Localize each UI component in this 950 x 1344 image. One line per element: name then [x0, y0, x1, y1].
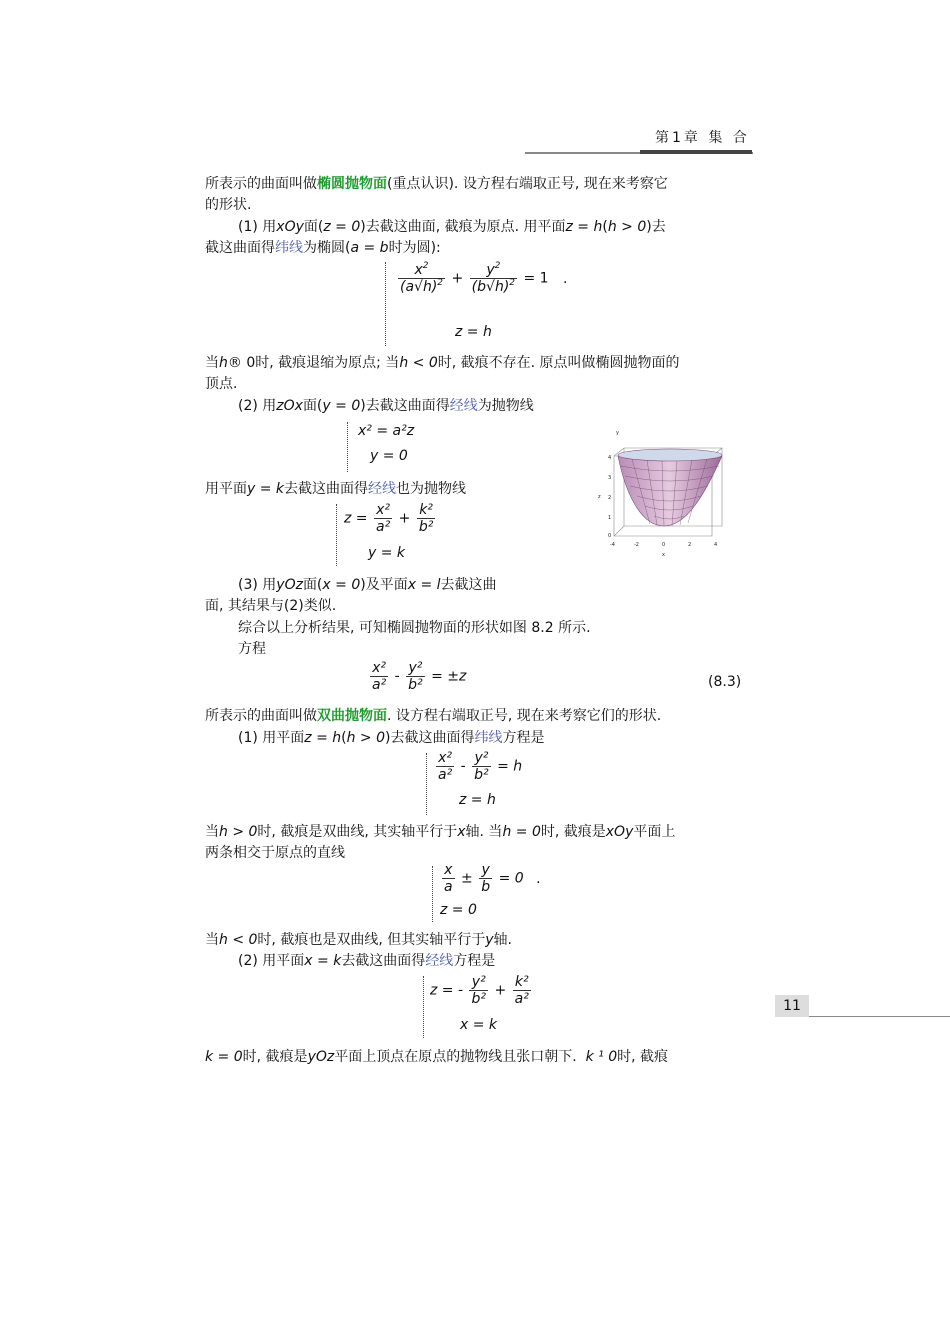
equation-6-brace — [423, 976, 426, 1038]
link-latitude-line[interactable]: 纬线 — [275, 240, 303, 256]
figure-label-x: x — [662, 552, 665, 558]
figure-tick-z-1: 1 — [608, 515, 612, 521]
equation-2-brace — [347, 422, 350, 472]
figure-tick-z-3: 3 — [608, 475, 612, 481]
link-longitude-line-2[interactable]: 经线 — [368, 481, 397, 497]
equation-3: z = $\frac{\text{x²}}{\text{a²}}$ + $\frac{\text{k²}}{\text{b²}}$ — [344, 502, 434, 535]
item-5-line: (2) 用平面x = k去截这曲面得经线方程是 — [238, 953, 496, 969]
figure-tick-x-4: 4 — [714, 542, 718, 548]
para-1-line-2: 的形状. — [205, 197, 252, 213]
figure-tick-x-0: -4 — [610, 542, 615, 548]
equation-6: z = - $\frac{\text{y²}}{\text{b²}}$ + $\frac{\text{k²}}{\text{a²}}$ — [430, 974, 529, 1007]
equation-4-brace — [426, 753, 429, 815]
figure-tick-z-2: 2 — [608, 495, 612, 501]
item-1-line-2: 截这曲面得纬线为椭圆(a = b时为圆): — [205, 240, 441, 256]
item-2-line-1: (2) 用zOx面(y = 0)去截这曲面得经线为抛物线 — [238, 398, 534, 414]
page-number: 11 — [775, 995, 809, 1017]
keyword-elliptic-paraboloid: 椭圆抛物面 — [317, 176, 387, 192]
after-1-line-1: 当h® 0时, 截痕退缩为原点; 当h < 0时, 截痕不存在. 原点叫做椭圆抛物面的 — [205, 355, 680, 371]
figure-tick-x-2: 0 — [662, 542, 666, 548]
after-1-line-2: 顶点. — [205, 376, 238, 392]
equation-6-line-2: x = k — [460, 1017, 498, 1033]
item-4-line: (1) 用平面z = h(h > 0)去截这曲面得纬线方程是 — [238, 730, 545, 746]
equation-2-line-2: y = 0 — [370, 448, 408, 464]
equation-4: $\frac{\text{x²}}{\text{a²}}$ - $\frac{\text{y²}}{\text{b²}}$ = h — [438, 750, 523, 783]
equation-4-line-2: z = h — [459, 792, 496, 808]
link-longitude-line-1[interactable]: 经线 — [449, 398, 478, 414]
item-3-line-2: 面, 其结果与(2)类似. — [205, 598, 337, 614]
keyword-hyperbolic-paraboloid: 双曲抛物面 — [317, 708, 387, 724]
equation-1-brace — [385, 262, 388, 346]
equation-3-line-2: y = k — [368, 545, 406, 561]
figure-tick-x-1: -2 — [634, 542, 639, 548]
after-4-line-2: 两条相交于原点的直线 — [205, 845, 345, 861]
link-latitude-line-2[interactable]: 纬线 — [474, 730, 503, 746]
fangcheng-label: 方程 — [238, 641, 266, 657]
link-longitude-line-3[interactable]: 经线 — [425, 953, 454, 969]
equation-2-line-1: x² = a²z — [358, 423, 415, 439]
figure-label-z: z — [598, 494, 601, 500]
item-1-line-1: (1) 用xOy面(z = 0)去截这曲面, 截痕为原点. 用平面z = h(h > 0)去 — [238, 219, 666, 235]
equation-3-brace — [336, 504, 339, 566]
para-1-line-1: 所表示的曲面叫做椭圆抛物面(重点认识). 设方程右端取正号, 现在来考察它 — [205, 176, 668, 192]
page-number-rule — [809, 1016, 950, 1017]
figure-tick-x-3: 2 — [688, 542, 692, 548]
figure-elliptic-paraboloid — [592, 426, 727, 561]
equation-5-line-2: z = 0 — [440, 902, 477, 918]
para-2-line: 所表示的曲面叫做双曲抛物面. 设方程右端取正号, 现在来考察它们的形状. — [205, 708, 662, 724]
equation-1: $\frac{x^2}{(a√h)^2}$ + $\frac{y^2}{(b√h)^2}$ = 1 . — [400, 261, 568, 295]
equation-8-3: $\frac{\text{x²}}{\text{a²}}$ - $\frac{\text{y²}}{\text{b²}}$ = ±z — [372, 660, 467, 693]
item-3-line-1: (3) 用yOz面(x = 0)及平面x = l去截这曲 — [238, 577, 497, 593]
summary-line: 综合以上分析结果, 可知椭圆抛物面的形状如图 8.2 所示. — [238, 620, 591, 636]
figure-label-y: y — [616, 430, 619, 436]
equation-1-line-2: z = h — [455, 324, 492, 340]
paraboloid-rim — [618, 449, 722, 461]
after-5-line: 当h < 0时, 截痕也是双曲线, 但其实轴平行于y轴. — [205, 932, 512, 948]
running-header: 第1章 集 合 — [655, 130, 750, 146]
last-line: k = 0时, 截痕是yOz平面上顶点在原点的抛物线且张口朝下. k ¹ 0时, 截痕 — [205, 1049, 669, 1065]
header-rule-accent — [640, 150, 752, 154]
equation-5: $\frac{x}{a}$ ± $\frac{y}{b}$ = 0 . — [444, 862, 541, 895]
figure-tick-z-4: 4 — [608, 455, 612, 461]
equation-number-8-3: (8.3) — [708, 674, 742, 690]
figure-tick-z-0: 0 — [608, 533, 612, 539]
equation-5-brace — [432, 866, 435, 922]
item-2b-line: 用平面y = k去截这曲面得经线也为抛物线 — [205, 481, 467, 497]
after-4-line-1: 当h > 0时, 截痕是双曲线, 其实轴平行于x轴. 当h = 0时, 截痕是xOy平面上 — [205, 824, 676, 840]
